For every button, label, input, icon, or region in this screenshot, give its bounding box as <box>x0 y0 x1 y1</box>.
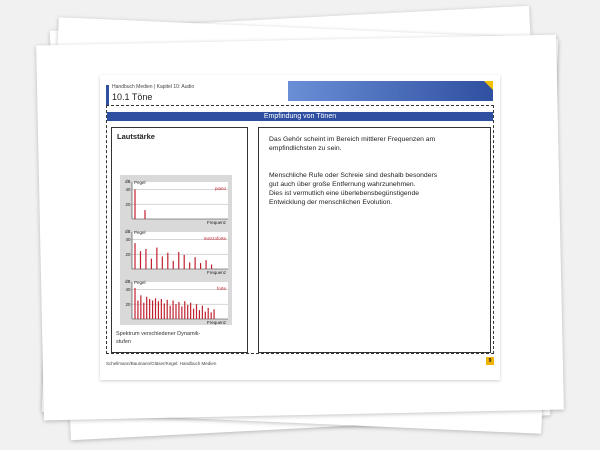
spectrum-charts <box>120 175 232 325</box>
chart-y-label: Pegel <box>134 180 146 185</box>
chart-unit-label: dB <box>124 179 131 184</box>
chart-tick-label: 40 <box>125 187 131 193</box>
breadcrumb: Handbuch Medien | Kapitel 10: Audio <box>112 84 195 90</box>
chapter-title: 10.1 Töne <box>112 92 153 102</box>
chart-x-label: Frequenz <box>206 270 226 275</box>
chart-tick-label: 40 <box>125 287 131 293</box>
footer-source: Schellmann/Baumann/Gläser/Kegel: Handbuch Medien <box>106 361 217 366</box>
chart-dynamic-label: forte <box>216 286 226 291</box>
header-corner-triangle <box>484 81 493 90</box>
page-number: 9 <box>486 357 494 365</box>
section-title: Empfindung von Tönen <box>107 112 493 121</box>
left-panel-title: Lautstärke <box>117 132 155 141</box>
chart-y-label: Pegel <box>134 280 146 285</box>
spectrum-charts-svg <box>120 175 232 325</box>
chart-plot-area <box>132 182 228 219</box>
chart-unit-label: dB <box>124 229 131 234</box>
chart-dynamic-label: mezzoforte <box>203 236 226 241</box>
chart-tick-label: 20 <box>125 252 131 257</box>
chart-tick-label: 20 <box>125 202 131 207</box>
paragraph-sensitivity: Das Gehör scheint im Bereich mittlerer Frequenzen am empfindlichsten zu sein. <box>269 136 436 152</box>
chart-y-label: Pegel <box>134 230 146 235</box>
header-accent-bar <box>106 85 109 105</box>
paragraph-evolution: Menschliche Rufe oder Schreie sind deshalb besonders gut auch über große Entfernung wahrzunehmen. Dies ist vermutlich eine überlebensbegünstigende Entwicklung der menschlichen Evolution. <box>269 172 438 206</box>
slide <box>100 75 500 380</box>
header-gradient-banner <box>288 81 493 101</box>
chart-dynamic-label: piano <box>214 186 226 191</box>
chart-tick-label: 20 <box>125 302 131 307</box>
chart-x-label: Frequenz <box>206 220 226 225</box>
chart-unit-label: dB <box>124 279 131 284</box>
chart-x-label: Frequenz <box>206 320 226 325</box>
chart-tick-label: 40 <box>125 237 131 243</box>
figure-caption: Spektrum verschiedener Dynamik- stufen <box>116 331 201 345</box>
right-panel <box>258 127 491 353</box>
